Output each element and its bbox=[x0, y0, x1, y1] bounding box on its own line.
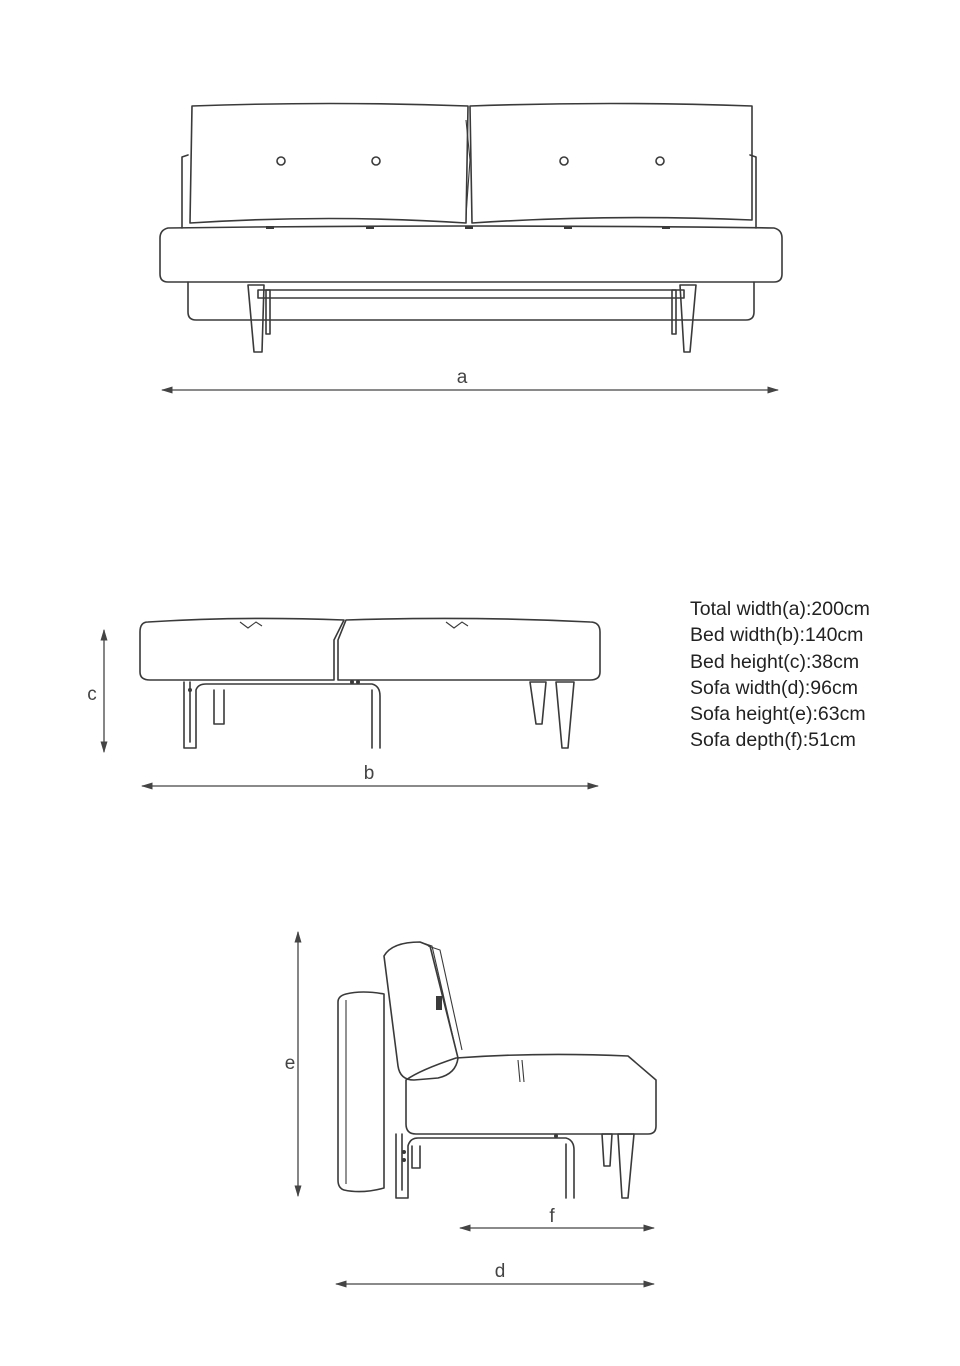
cushion-button bbox=[656, 157, 664, 165]
dimension-spec-list bbox=[690, 596, 870, 754]
dimension-label-a: a bbox=[456, 367, 468, 388]
front-leg bbox=[248, 285, 264, 352]
side-leg bbox=[602, 1134, 612, 1166]
base-frame bbox=[188, 282, 754, 320]
spec-bed-width: Bed width(b):140cm bbox=[690, 624, 864, 647]
cushion-button bbox=[560, 157, 568, 165]
bed-view bbox=[140, 618, 600, 748]
spec-sofa-width: Sofa width(d):96cm bbox=[690, 676, 858, 699]
seat-cushion bbox=[160, 226, 782, 282]
left-back-cushion bbox=[190, 104, 468, 224]
dimension-label-c: c bbox=[87, 684, 97, 705]
front-leg bbox=[680, 285, 696, 352]
spec-sofa-height: Sofa height(e):63cm bbox=[690, 703, 866, 726]
cushion-button bbox=[277, 157, 285, 165]
right-mattress bbox=[338, 618, 600, 680]
dimension-label-f: f bbox=[549, 1206, 555, 1227]
back-panel bbox=[338, 992, 384, 1192]
spec-total-width: Total width(a):200cm bbox=[690, 598, 870, 620]
right-back-cushion bbox=[470, 104, 752, 224]
dimension-label-b: b bbox=[363, 763, 375, 784]
dimension-label-d: d bbox=[494, 1261, 506, 1282]
bed-leg bbox=[556, 682, 574, 748]
side-leg bbox=[618, 1134, 634, 1198]
side-seat-cushion bbox=[406, 1054, 656, 1134]
left-mattress bbox=[140, 618, 344, 680]
spec-sofa-depth: Sofa depth(f):51cm bbox=[690, 729, 856, 752]
spec-bed-height: Bed height(c):38cm bbox=[690, 650, 860, 673]
bed-leg bbox=[530, 682, 546, 724]
front-view-sofa bbox=[160, 104, 782, 353]
dimension-label-e: e bbox=[284, 1053, 296, 1074]
cushion-button bbox=[372, 157, 380, 165]
side-view-sofa bbox=[338, 942, 656, 1198]
